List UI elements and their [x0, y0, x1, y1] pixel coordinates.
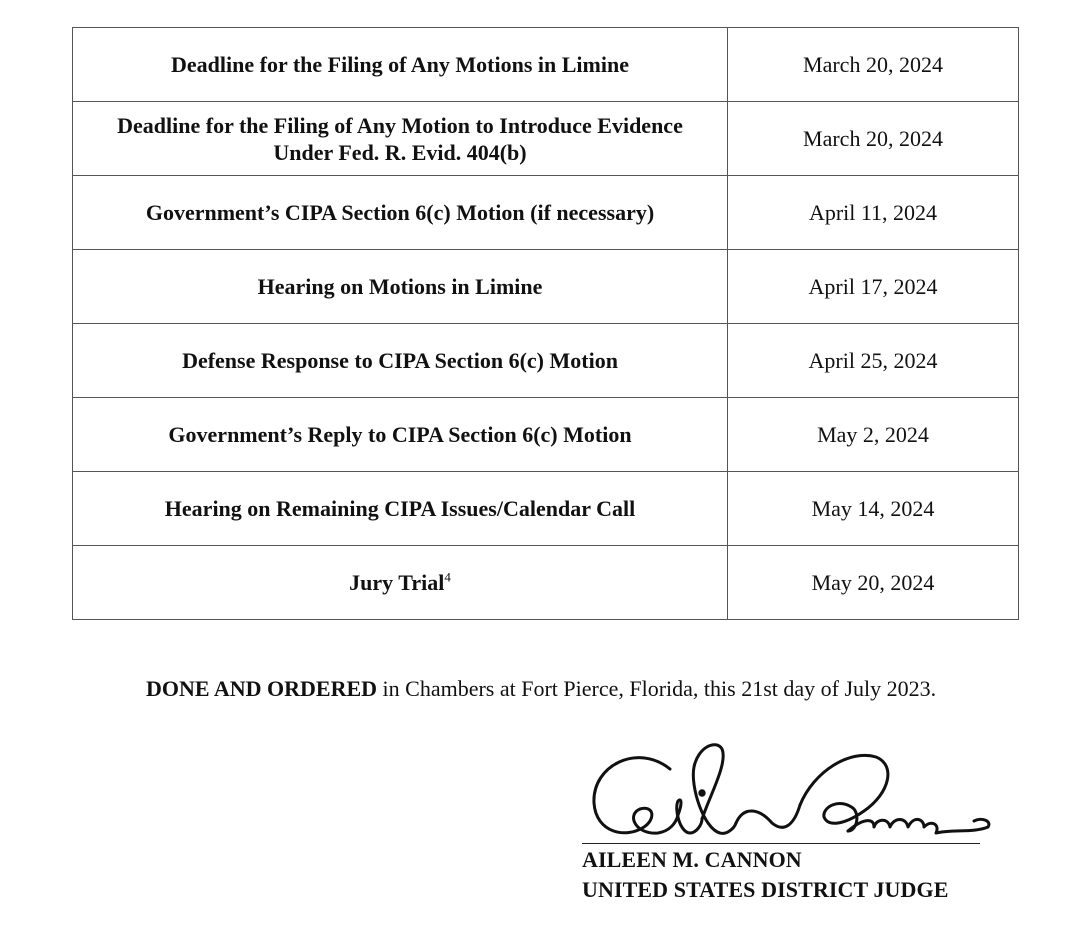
event-cell: Hearing on Motions in Limine [73, 250, 728, 324]
judge-title: UNITED STATES DISTRICT JUDGE [582, 877, 949, 902]
table-row [73, 250, 1019, 324]
event-cell: Defense Response to CIPA Section 6(c) Motion [73, 324, 728, 398]
order-lead: DONE AND ORDERED [146, 676, 378, 701]
date-cell: May 2, 2024 [728, 398, 1019, 472]
table-row [73, 176, 1019, 250]
date-cell: March 20, 2024 [728, 102, 1019, 176]
event-cell [73, 102, 728, 176]
event-line: Deadline for the Filing of Any Motion to Introduce Evidence [117, 112, 683, 138]
handwritten-signature [578, 735, 998, 855]
table-row [73, 324, 1019, 398]
signature-line [582, 843, 980, 844]
schedule-table [72, 27, 1019, 620]
date-cell: April 25, 2024 [728, 324, 1019, 398]
order-paragraph [146, 676, 936, 702]
judge-name: AILEEN M. CANNON [582, 847, 802, 872]
event-text: Jury Trial [349, 570, 445, 595]
table-row [73, 546, 1019, 620]
date-cell: May 20, 2024 [728, 546, 1019, 620]
event-cell: Deadline for the Filing of Any Motions in Limine [73, 28, 728, 102]
footnote-marker: 4 [444, 569, 451, 585]
event-cell: Hearing on Remaining CIPA Issues/Calendar Call [73, 472, 728, 546]
event-line: Under Fed. R. Evid. 404(b) [273, 139, 527, 165]
date-cell: April 11, 2024 [728, 176, 1019, 250]
date-cell: March 20, 2024 [728, 28, 1019, 102]
date-cell: May 14, 2024 [728, 472, 1019, 546]
order-text: in Chambers at Fort Pierce, Florida, this 21st day of July 2023. [377, 676, 937, 701]
table-row [73, 472, 1019, 546]
event-cell: Government’s CIPA Section 6(c) Motion (if necessary) [73, 176, 728, 250]
event-cell [73, 546, 728, 620]
table-row [73, 28, 1019, 102]
table-row [73, 398, 1019, 472]
date-cell: April 17, 2024 [728, 250, 1019, 324]
event-cell: Government’s Reply to CIPA Section 6(c) Motion [73, 398, 728, 472]
table-row [73, 102, 1019, 176]
